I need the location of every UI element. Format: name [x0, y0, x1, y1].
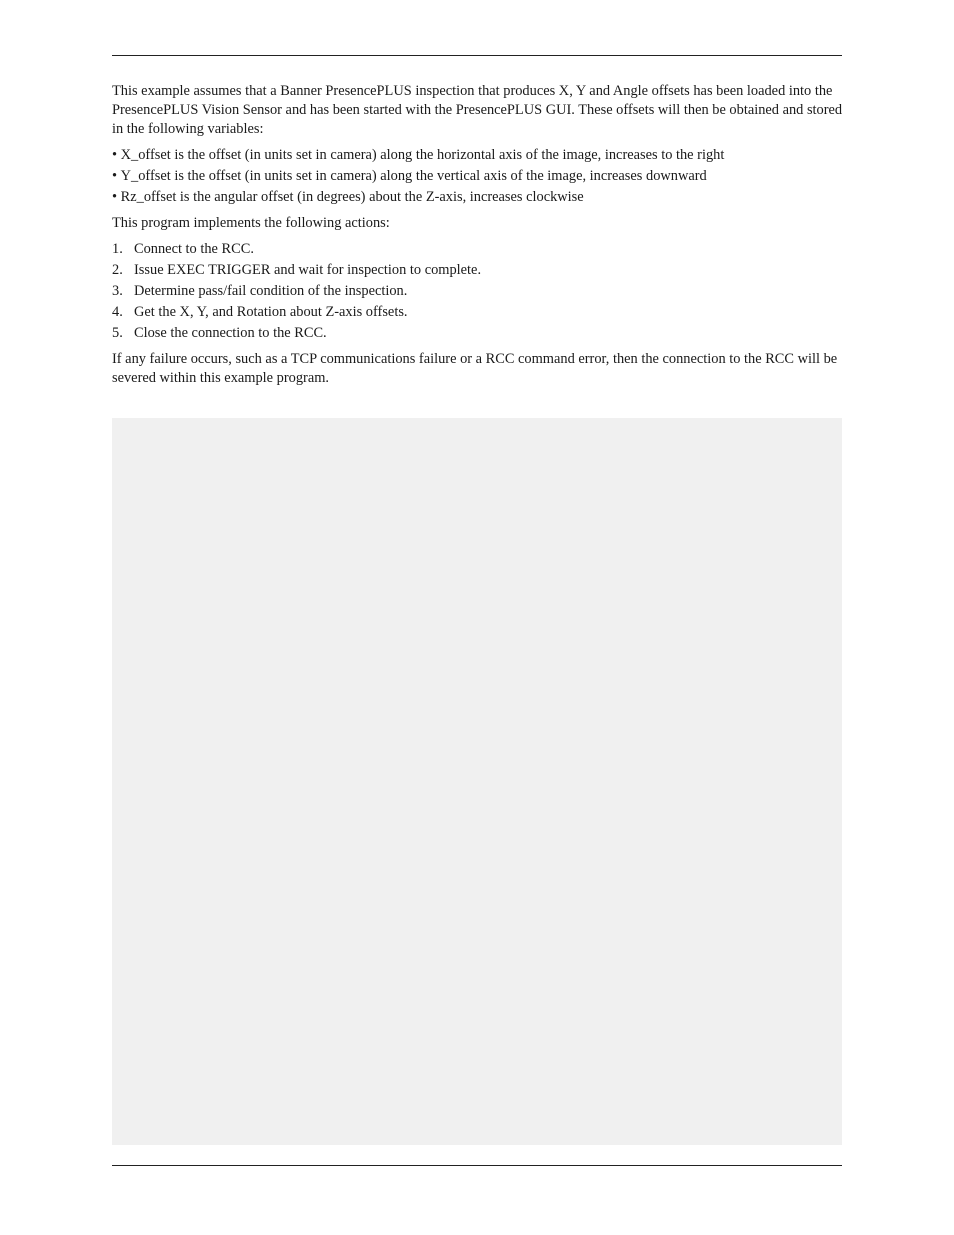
actions-intro: This program implements the following actions:: [112, 215, 390, 231]
variables-list: [112, 146, 848, 207]
actions-list: [112, 240, 848, 343]
step-text: Get the X, Y, and Rotation about Z-axis offsets.: [134, 304, 408, 320]
intro-paragraph: This example assumes that a Banner PresencePLUS inspection that produces X, Y and Angle offsets has been loaded into the PresencePLUS Vision Sensor and has been started with the PresencePLUS GUI. These offsets will then be obtained and stored in the following variables:: [112, 83, 843, 137]
step-number: 2.: [112, 262, 123, 278]
page-body: [112, 82, 848, 395]
list-item: [112, 324, 848, 343]
footer-rule: [112, 1165, 842, 1166]
list-item: [112, 261, 848, 280]
list-item: [112, 282, 848, 301]
step-number: 3.: [112, 283, 123, 299]
failure-note: If any failure occurs, such as a TCP communications failure or a RCC command error, then the connection to the RCC will be severed within this example program.: [112, 351, 838, 386]
step-number: 4.: [112, 304, 123, 320]
step-text: Connect to the RCC.: [134, 241, 254, 257]
step-text: Close the connection to the RCC.: [134, 325, 327, 341]
step-text: Determine pass/fail condition of the inspection.: [134, 283, 408, 299]
step-number: 5.: [112, 325, 123, 341]
step-number: 1.: [112, 241, 123, 257]
step-text: Issue EXEC TRIGGER and wait for inspection to complete.: [134, 262, 482, 278]
list-item: • X_offset is the offset (in units set in camera) along the horizontal axis of the image, increases to the right: [112, 146, 848, 165]
list-item: • Rz_offset is the angular offset (in degrees) about the Z-axis, increases clockwise: [112, 188, 848, 207]
header-rule: [112, 55, 842, 56]
code-block: [112, 418, 842, 1145]
list-item: • Y_offset is the offset (in units set in camera) along the vertical axis of the image, increases downward: [112, 167, 848, 186]
list-item: [112, 303, 848, 322]
list-item: [112, 240, 848, 259]
